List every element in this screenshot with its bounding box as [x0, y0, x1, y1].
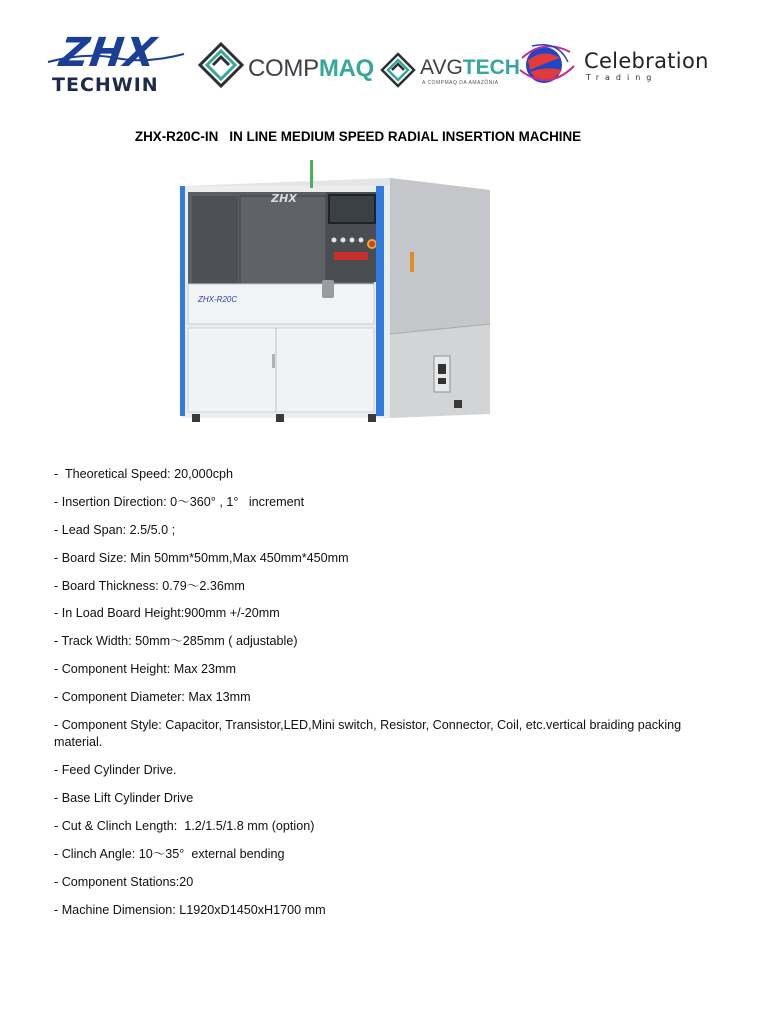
- celebration-trading-logo: [518, 40, 718, 90]
- machine-accent-right: [376, 186, 384, 416]
- spec-item: - In Load Board Height:900mm +/-20mm: [54, 606, 280, 621]
- zhx-techwin-logo: [46, 30, 186, 94]
- machine-photo: [172, 156, 494, 426]
- machine-model-label: ZHX-R20C: [198, 295, 238, 304]
- compmaq-text-maq: MAQ: [318, 55, 374, 82]
- spec-item: - Board Size: Min 50mm*50mm,Max 450mm*450mm: [54, 550, 349, 565]
- zhx-logo-mark: ZHX: [56, 30, 160, 76]
- spec-item: - Clinch Angle: 10～35° external bending: [54, 847, 285, 862]
- celebration-globe-icon: [518, 40, 576, 88]
- spec-item: - Component Diameter: Max 13mm: [54, 690, 251, 705]
- spec-item: - Track Width: 50mm～285mm ( adjustable): [54, 634, 298, 649]
- avgtech-logo: [380, 50, 520, 90]
- logo-header: [0, 0, 768, 110]
- spec-item: - Component Height: Max 23mm: [54, 662, 236, 677]
- compmaq-text-comp: COMP: [248, 55, 319, 82]
- machine-brand-mark: ZHX: [271, 192, 297, 205]
- spec-item: - Insertion Direction: 0～360° , 1° increment: [54, 494, 305, 509]
- compmaq-logo: [198, 42, 374, 92]
- spec-item: - Machine Dimension: L1920xD1450xH1700 mm: [54, 902, 326, 917]
- spec-item: - Theoretical Speed: 20,000cph: [54, 467, 233, 481]
- zhx-logo-sub: TECHWIN: [52, 74, 159, 96]
- compmaq-emblem-icon: [198, 42, 244, 88]
- spec-item: - Base Lift Cylinder Drive: [54, 791, 194, 806]
- spec-item: - Cut & Clinch Length: 1.2/1.5/1.8 mm (option): [54, 819, 315, 834]
- spec-item: - Lead Span: 2.5/5.0 ;: [54, 522, 176, 537]
- avgtech-text-avg: AVG: [420, 56, 463, 79]
- avgtech-emblem-icon: [380, 52, 416, 88]
- avgtech-tagline: A COMPMAQ DA AMAZÔNIA: [422, 80, 499, 86]
- celebration-name: Celebration: [584, 49, 709, 73]
- spec-item: - Feed Cylinder Drive.: [54, 763, 177, 778]
- machine-accent-left: [180, 186, 185, 416]
- celebration-sub: Trading: [586, 73, 658, 82]
- spec-list: [54, 466, 694, 930]
- spec-item: - Component Style: Capacitor, Transistor,LED,Mini switch, Resistor, Connector, Coil, etc.vertical braiding packing material.: [54, 718, 685, 750]
- avgtech-text-tech: TECH: [462, 56, 520, 79]
- spec-item: - Board Thickness: 0.79～2.36mm: [54, 578, 245, 593]
- spec-item: - Component Stations:20: [54, 874, 194, 889]
- document-title: ZHX-R20C-IN IN LINE MEDIUM SPEED RADIAL INSERTION MACHINE: [134, 129, 582, 144]
